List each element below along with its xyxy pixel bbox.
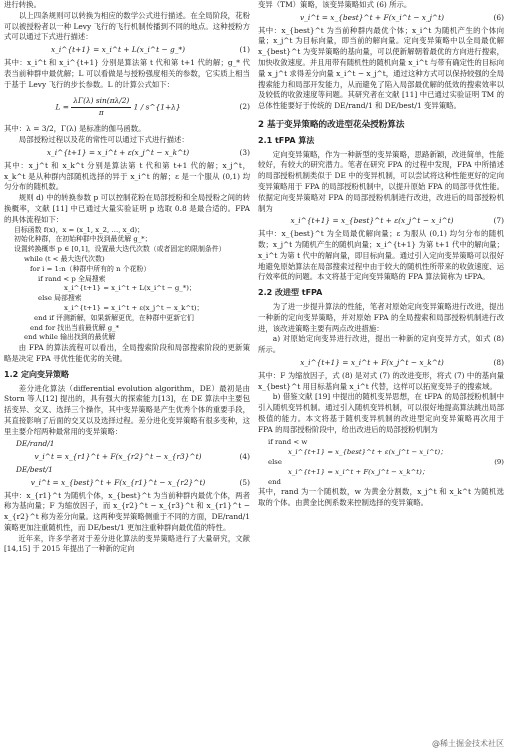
equation-3 <box>4 148 250 159</box>
equation-number: (9) <box>494 458 504 467</box>
equation-body: v_i^t = x_{r1}^t + F(x_{r2}^t − x_{r3}^t) <box>34 452 202 462</box>
equation-9-block <box>258 438 504 487</box>
equation-1 <box>4 45 250 56</box>
algo-line: else 局部搜索 <box>38 294 82 303</box>
algo-line: else <box>268 458 282 467</box>
algo-line: while (t < 最大迭代次数) <box>24 254 105 263</box>
equation-fraction <box>71 96 131 119</box>
algo-line: if rand < w <box>268 438 308 447</box>
equation-body: x_i^{t+1} = x_i^t + L(x_i^t − g_*) <box>51 45 185 55</box>
equation-body: x_i^{t+1} = x_i^t + F(x_j^t − x_k^t) <box>300 357 444 367</box>
paragraph: 其中，rand 为一个随机数，w 为黄金分割数，x_j^t 和 x_k^t 为随机选取的个体。由黄金比例系数来控制选择的变异策略。 <box>258 487 504 508</box>
equation-body: v_i^t = x_{best}^t + F(x_i^t − x_j^t) <box>300 12 444 22</box>
paragraph: a) 对原始定向变异进行改进，提出一种新的定向变异方式，如式 (8) 所示。 <box>258 334 504 355</box>
algo-line: x_i^{t+1} = x_i^t + F(x_j^t − x_k^t)； <box>288 467 429 476</box>
section-heading: 1.2 定向变异策略 <box>4 369 69 379</box>
paragraph: 规则 d) 中的转换参数 p 可以控制花粉在局部授粉和全局授粉之间的转换概率，文献 [11] 中已通过大量实验证明 p 选取 0.8 是最合适的。FPA 的具体流程如下： <box>4 193 250 224</box>
algo-line: end while 输出找到的最优解 <box>24 333 116 342</box>
subsection-heading: 2.1 tFPA 算法 <box>258 135 315 145</box>
algo-line: 初始化种群，在初始种群中找到最优解 g_*； <box>14 235 152 244</box>
paragraph: 为了进一步提升算法的性能，笔者对原始定向变异策略进行改进，提出一种新的定向变异策略，并对原始 FPA 的全局搜索和局部授粉机制进行改进，该改进策略主要有两点改进措施： <box>258 301 504 333</box>
algo-line: 设置转换概率 p ∈ [0,1]，设置最大迭代次数（或者固定的限制条件） <box>14 245 226 254</box>
algo-line: end if 评测新解，如果新解更优，在种群中更新它们 <box>34 313 194 322</box>
paragraph: 其中：x_{best}^t 为全局最优解向量；ε 为服从 (0,1) 均匀分布的随机数；x_j^t 为随机产生的随机向量；x_i^{t+1} 为第 t+1 代中的解向量；x_i^t 为第 t 代中的解向量，即目标向量。通过引入定向变异策略可以很好地避免原始算法在局部搜索过程中由于较大的随机性所带来的收敛速度、运行效率低的问题。本文将基于定向变异策略的 FPA 算法简称为 tFPA。 <box>258 229 504 282</box>
equation-number: (7) <box>493 216 504 226</box>
algo-line: end <box>268 477 281 486</box>
paragraph: 其中：x_i^t 和 x_i^{t+1} 分别是算法第 t 代和第 t+1 代的解；g_* 代表当前种群中最优解；L 可以看做是与授粉强度相关的参数，它实质上相当于基于 Levy 飞行的步长参数。L 的计算公式如下： <box>4 57 250 89</box>
equation-body: v_i^t = x_{best}^t + F(x_{r1}^t − x_{r2}^t) <box>30 477 206 487</box>
equation-body: x_i^{t+1} = x_i^t + ε(x_j^t − x_k^t) <box>46 147 190 157</box>
equation-5 <box>4 478 250 489</box>
de-rand-label: DE/rand/1 <box>16 439 55 449</box>
algo-line: if rand < p 全局搜索 <box>38 274 106 283</box>
equation-body: x_i^{t+1} = x_{best}^t + ε(x_j^t − x_i^t) <box>290 216 454 226</box>
equation-number: (2) <box>239 101 250 111</box>
paragraph: 其中：λ = 3/2，Γ(λ) 是标准的伽马函数。 <box>4 124 146 134</box>
paragraph: 进行转换。 <box>4 0 41 9</box>
fraction-numerator: λΓ(λ) sin(πλ/2) <box>71 96 131 108</box>
paragraph: 局部授粉过程以及花的常性可以通过下式进行描述： <box>18 135 189 145</box>
section-heading: 2 基于变异策略的改进型花朵授粉算法 <box>258 119 405 130</box>
equation-number: (6) <box>493 12 504 22</box>
paragraph: 其中：x_{r1}^t 为随机个体，x_{best}^t 为当前种群内最优个体，两者称为基向量；F 为缩放因子，而 x_{r2}^t − x_{r3}^t 和 x_{r1}^t − x_{r2}^t 称为差分向量。这两种变异策略侧重于不同的方面，DE/rand/1 策略更加注重随机性，而 DE/best/1 更加注重种群向最优值的特性。 <box>4 490 250 533</box>
paragraph: 近年来，许多学者对于差分进化算法的变异策略进行了大量研究，文献[14,15] 于 2015 年提出了一种新的定向 <box>4 533 250 553</box>
paragraph: 由 FPA 的算法流程可以看出，全局搜索阶段和局部搜索阶段的更新策略是决定 FPA 寻优性能优劣的关键。 <box>4 343 250 363</box>
equation-number: (4) <box>239 452 250 462</box>
equation-number: (3) <box>239 147 250 157</box>
left-column <box>4 0 250 752</box>
equation-number: (5) <box>239 477 250 487</box>
equation-7 <box>258 216 504 227</box>
paragraph: 差分进化算法（differential evolution algorithm，DE）最初是由 Storn 等人[12] 提出的，具有强大的探索能力[13]，在 DE 算法中主要包括变异、交叉、选择三个操作，其中变异策略是产生优秀个体的重要手段，其直接影响了后面的交叉以及选择过程。差分进化变异策略有很多变种，这里主要介绍两种最常用的变异策略： <box>4 383 250 436</box>
equation-8 <box>258 358 504 369</box>
paragraph: 其中：x_j^t 和 x_k^t 分别是算法第 t 代和第 t+1 代的解；x_j^t，x_k^t 是从种群内部随机选择的异于 x_i^t 的解；ε 是一个服从 (0,1) 均匀分布的随机数。 <box>4 160 250 192</box>
equation-number: (1) <box>239 45 250 55</box>
equation-body: L = $\frac{\lambda\Gamma(\lambda) \sin(\pi\lambda/2)}{\pi}$ 1 / s^{1+λ} <box>55 96 181 117</box>
subsection-heading: 2.2 改进型 tFPA <box>258 288 323 298</box>
algo-line: 目标函数 f(x)，x = (x_1, x_2, …, x_d)； <box>14 225 144 234</box>
algo-line: x_i^{t+1} = x_i^t + ε(x_j^t − x_k^t)； <box>64 303 204 312</box>
algo-line: for i = 1:n（种群中所有的 n 个花粉） <box>30 264 151 273</box>
equation-6 <box>258 13 504 24</box>
equation-tail: 1 / s^{1+λ} <box>133 102 181 112</box>
paragraph: 以上四条规则可以转换为相应的数学公式进行描述。在全局阶段，花粉可以被授粉者以一种 Levy 飞行的飞行机制传播到不同的地点。这种授粉方式可以通过下式进行描述： <box>4 10 250 42</box>
paragraph: 变异（TM）策略，该变异策略如式 (6) 所示。 <box>258 0 412 9</box>
de-best-label: DE/best/1 <box>16 465 53 475</box>
equation-2 <box>4 92 250 122</box>
algo-line: x_i^{t+1} = x_{best}^t + ε(x_j^t − x_i^t)； <box>288 448 447 457</box>
equation-4 <box>4 452 250 463</box>
fraction-denominator: π <box>98 107 104 117</box>
paragraph: 其中：F 为缩放因子，式 (8) 是对式 (7) 的改进变形，将式 (7) 中的基向量 x_{best}^t 用目标基向量 x_i^t 代替，这样可以拓宽变异子的搜索域。 <box>258 370 504 391</box>
watermark: @稀土掘金技术社区 <box>432 739 504 748</box>
paragraph: 其中：x_{best}^t 为当前种群内最优个体；x_i^t 为随机产生的个体向量；x_j^t 为目标向量，即当前的解向量。定向变异策略中以全局最优解 x_{best}^t 为变异策略的基向量，可以使新解朝着最优的方向进行搜索，加快收敛速度。并且用带有随机性的随机向量 x_i^t 与带有确定性的目标向量 x_j^t 求得差分向量 x_i^t − x_j^t，通过这种方式可以保持较强的全局搜索能力和局部开发能力，从而避免了陷入局部最优解的低效的搜索效率以及较低的收敛速度等问题。其研究者在文献 [11] 中已通过实验证明 TM 的总体性能要好于传统的 DE/rand/1 和 DE/best/1 变异策略。 <box>258 25 504 111</box>
algo-line: end for 找出当前最优解 g_* <box>30 323 120 332</box>
equation-number: (8) <box>493 357 504 367</box>
paragraph: 定向变异策略，作为一种新型的变异策略，思路新颖，改进简单，性能较好，有较大的研究潜力。笔者在研究 FPA 的过程中发现，FPA 中所描述的局部授粉机制类似于 DE 中的变异机制，可以尝试将这种性能更好的定向变异策略用于 FPA 的局部授粉机制中，以提升原始 FPA 的局部寻优性能。依据定向变异策略对 FPA 的局部授粉机制进行改进，改进后的局部授粉机制为 <box>258 149 504 213</box>
algorithm-listing <box>4 226 250 344</box>
paragraph: b) 借鉴文献 [19] 中提出的随机变异思想，在 tFPA 的局部授粉机制中引入随机变异机制。通过引入随机变异机制，可以很好地提高算法跳出局部极值的能力。本文将基于随机变异机制的改进型定向变异策略再次用于 FPA 的局部授粉阶段中，给出改进后的局部授粉机制为 <box>258 392 504 434</box>
right-column <box>258 0 504 752</box>
algo-line: x_i^{t+1} = x_i^t + L(x_i^t − g_*)； <box>64 284 196 293</box>
